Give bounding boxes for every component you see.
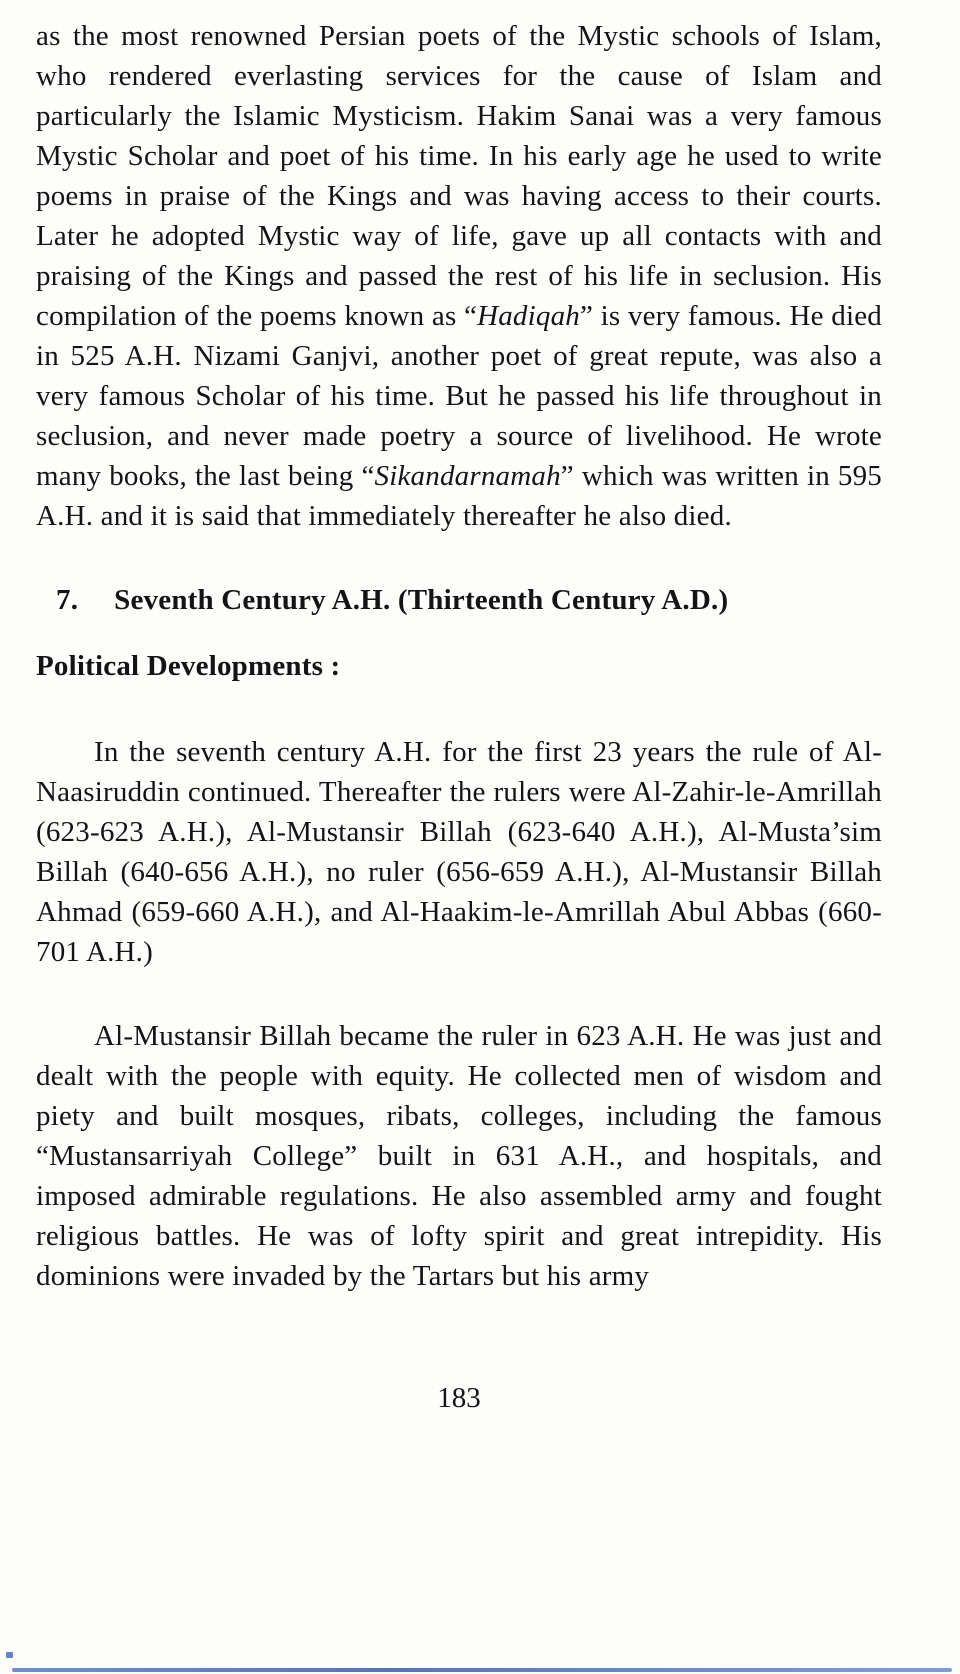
section-number: 7.: [56, 584, 79, 616]
section-title: Seventh Century A.H. (Thirteenth Century A.D.): [114, 584, 729, 616]
paragraph-poets-text-1: as the most renowned Persian poets of the Mystic schools of Islam, who rendered everlasting services for the cause of Islam and particularly the Islamic Mysticism. Hakim Sanai was a very famous Mystic Scholar and poet of his time. In his early age he used to write poems in praise of the Kings and was having access to their courts. Later he adopted Mystic way of life, gave up all contacts with and praising of the Kings and passed the rest of his life in seclusion. His compilation of the poems known as “: [36, 20, 882, 332]
paragraph-poets: [36, 16, 882, 536]
book-title-sikandarnamah: Sikandarnamah: [374, 460, 561, 492]
paragraph-poets-text-3: ” which was written in 595 A.H. and it is said that immediately thereafter he also died.: [36, 460, 882, 532]
paragraph-mustansir: Al-Mustansir Billah became the ruler in 623 A.H. He was just and dealt with the people with equity. He collected men of wisdom and piety and built mosques, ribats, colleges, including the famous “Mustansarriyah College” built in 631 A.H., and hospitals, and imposed admirable regulations. He also assembled army and fought religious battles. He was of lofty spirit and great intrepidity. His dominions were invaded by the Tartars but his army: [36, 1020, 882, 1292]
paragraph-rulers: In the seventh century A.H. for the first 23 years the rule of Al-Naasiruddin continued. Thereafter the rulers were Al-Zahir-le-Amrillah (623-623 A.H.), Al-Mustansir Billah (623-640 A.H.), Al-Musta’sim Billah (640-656 A.H.), no ruler (656-659 A.H.), Al-Mustansir Billah Ahmad (659-660 A.H.), and Al-Haakim-le-Amrillah Abul Abbas (660-701 A.H.): [36, 736, 882, 968]
page-number: 183: [437, 1382, 481, 1414]
paragraph-poets-text-2: ” is very famous. He died in 525 A.H. Nizami Ganjvi, another poet of great repute, was also a very famous Scholar of his time. But he passed his life throughout in seclusion, and never made poetry a source of livelihood. He wrote many books, the last being “: [36, 300, 882, 492]
section-heading: [56, 580, 882, 620]
subsection-heading: Political Developments :: [36, 650, 341, 682]
scan-artifact-line: [12, 1668, 952, 1672]
book-title-hadiqah: Hadiqah: [477, 300, 580, 332]
scan-artifact-dot: [6, 1652, 13, 1658]
